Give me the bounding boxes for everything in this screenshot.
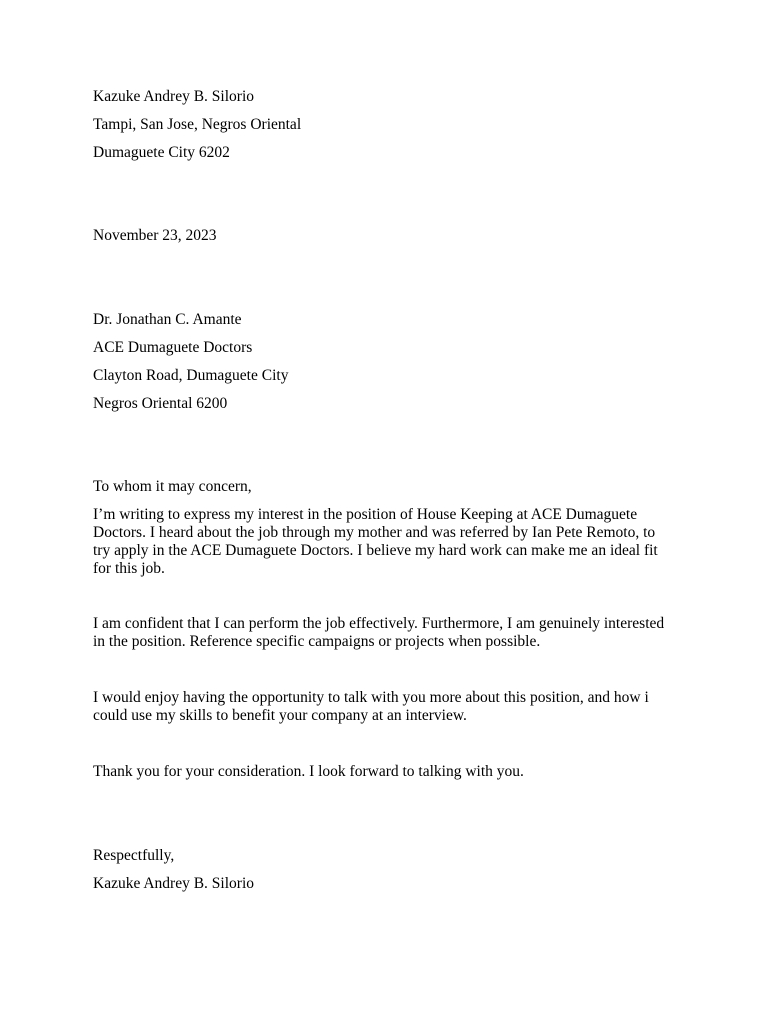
recipient-organization: ACE Dumaguete Doctors (93, 339, 253, 356)
letter-date: November 23, 2023 (93, 227, 217, 244)
body-paragraph-4: Thank you for your consideration. I look forward to talking with you. (93, 763, 524, 780)
sender-address-line1: Tampi, San Jose, Negros Oriental (93, 116, 302, 133)
body-paragraph-3: I would enjoy having the opportunity to talk with you more about this position, and how i could use my skills to benefit your company at an interview. (93, 689, 649, 724)
recipient-name: Dr. Jonathan C. Amante (93, 311, 242, 328)
body-paragraph-1: I’m writing to express my interest in the position of House Keeping at ACE Dumaguete Doctors. I heard about the job through my mother and was referred by Ian Pete Remoto, to try apply in the ACE Dumaguete Doctors. I believe my hard work can make me an ideal fit for this job. (93, 506, 658, 577)
closing: Respectfully, (93, 847, 175, 864)
recipient-address-line1: Clayton Road, Dumaguete City (93, 367, 289, 384)
sender-address-line2: Dumaguete City 6202 (93, 144, 230, 161)
signature-name: Kazuke Andrey B. Silorio (93, 875, 255, 892)
salutation: To whom it may concern, (93, 478, 252, 495)
sender-name: Kazuke Andrey B. Silorio (93, 88, 255, 105)
body-paragraph-2: I am confident that I can perform the job effectively. Furthermore, I am genuinely interested in the position. Reference specific campaigns or projects when possible. (93, 615, 665, 650)
recipient-address-line2: Negros Oriental 6200 (93, 395, 228, 412)
